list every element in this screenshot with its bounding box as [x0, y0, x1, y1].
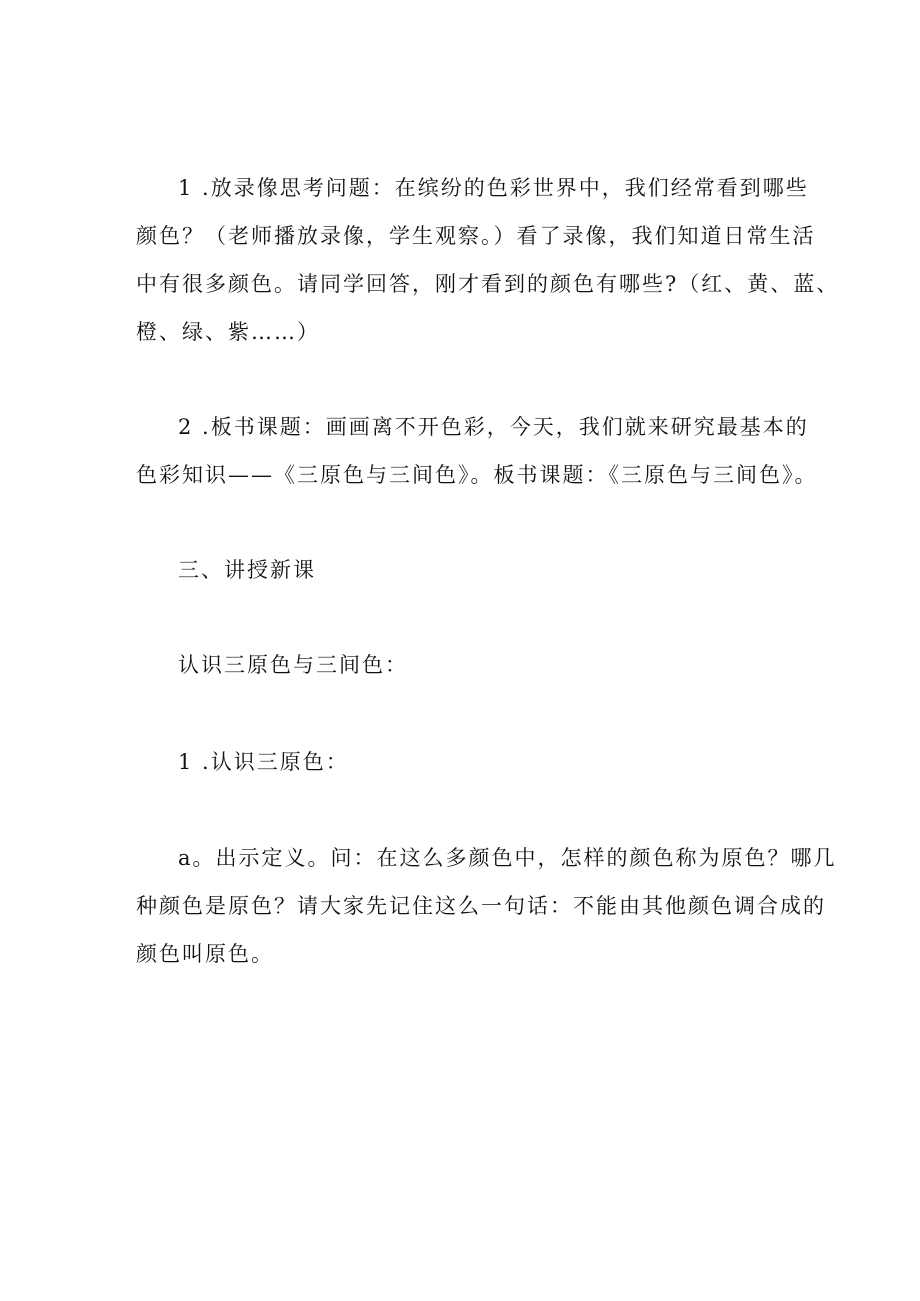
paragraph-line: 2 .板书课题：画画离不开色彩，今天，我们就来研究最基本的 — [178, 415, 809, 439]
subheading: 认识三原色与三间色： — [178, 653, 408, 677]
paragraph-definition — [136, 834, 837, 978]
paragraph-line: 中有很多颜色。请同学回答，刚才看到的颜色有哪些?（红、黄、蓝、 — [136, 272, 840, 296]
list-item-1: 1 .认识三原色： — [178, 750, 349, 774]
paragraph-line: 颜色？（老师播放录像，学生观察。）看了录像，我们知道日常生活 — [136, 224, 816, 248]
paragraph-board-title — [136, 403, 818, 499]
paragraph-play-video — [136, 164, 840, 356]
paragraph-line: 色彩知识——《三原色与三间色》。板书课题：《三原色与三间色》。 — [136, 463, 818, 487]
paragraph-line: 橙、绿、紫……） — [136, 320, 320, 344]
paragraph-line: 颜色叫原色。 — [136, 942, 274, 966]
paragraph-line: a。出示定义。问：在这么多颜色中，怎样的颜色称为原色？哪几 — [178, 846, 837, 870]
section-heading: 三、讲授新课 — [178, 558, 316, 582]
paragraph-line: 种颜色是原色？请大家先记住这么一句话：不能由其他颜色调合成的 — [136, 894, 826, 918]
paragraph-line: 1 .放录像思考问题：在缤纷的色彩世界中，我们经常看到哪些 — [178, 176, 809, 200]
